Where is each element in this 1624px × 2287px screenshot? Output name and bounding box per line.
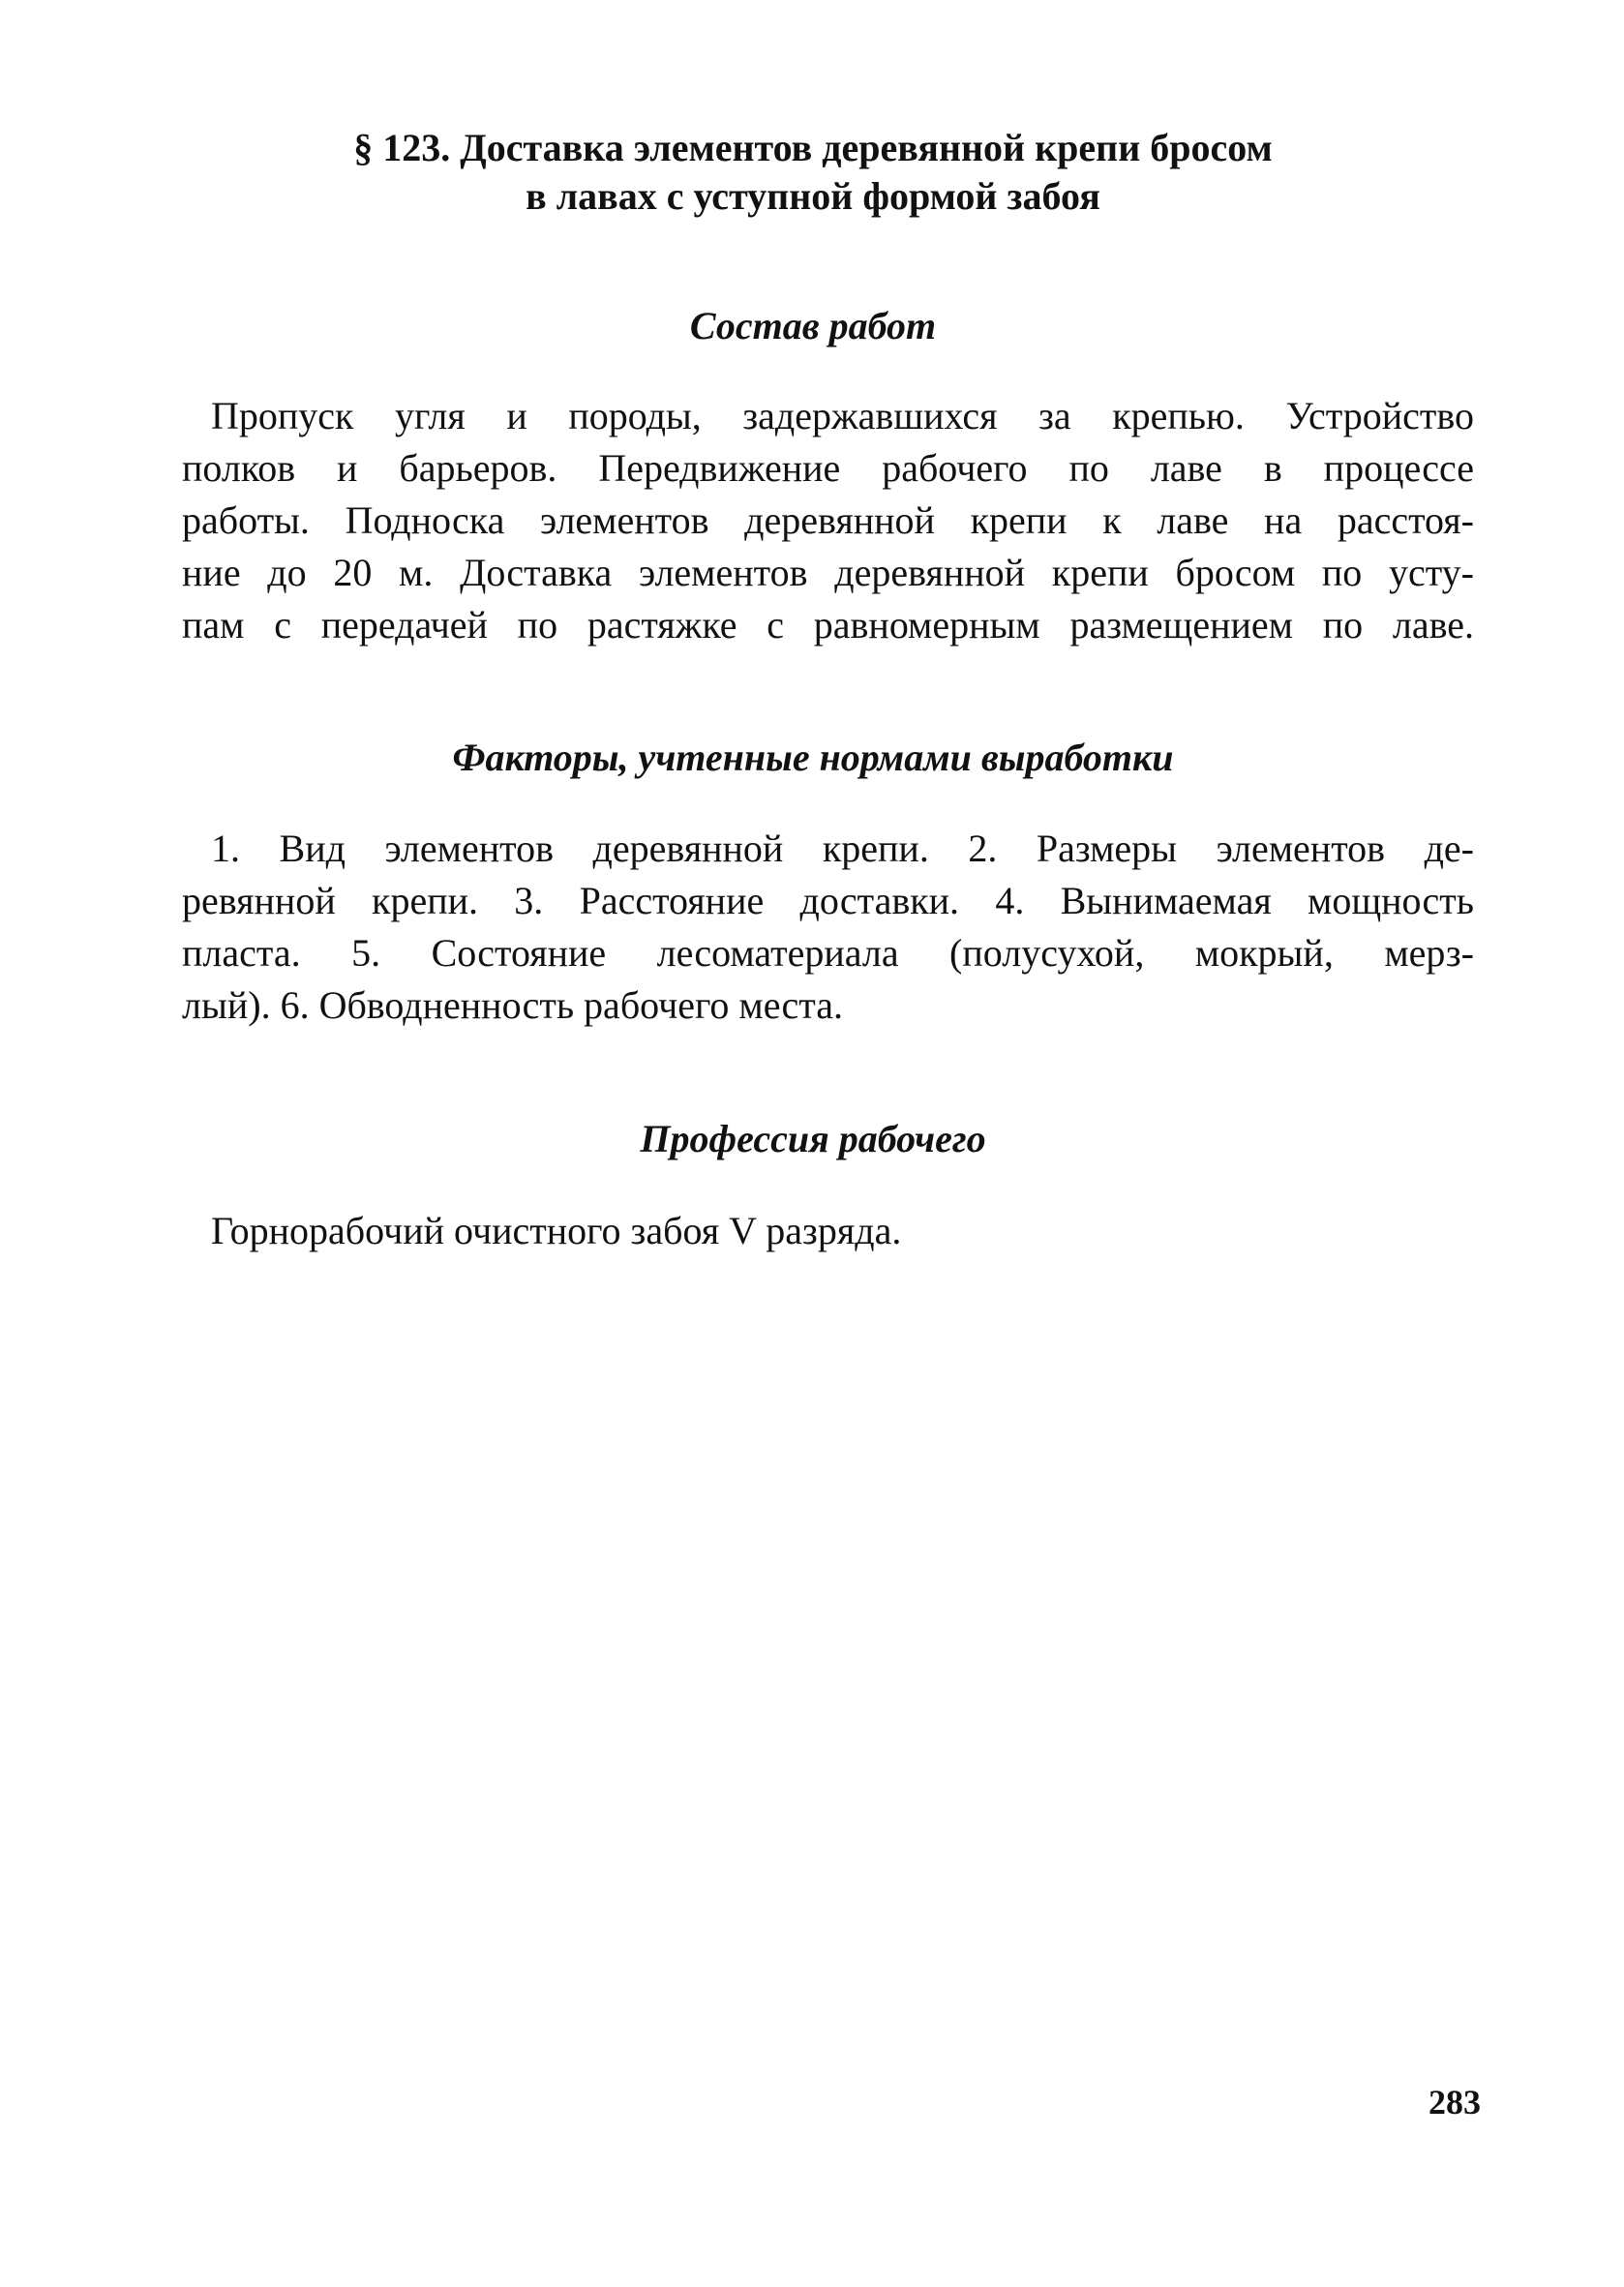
page-number: 283 bbox=[1429, 2083, 1481, 2121]
profession-paragraph bbox=[182, 1205, 1474, 1257]
factors-paragraph bbox=[182, 823, 1474, 1032]
composition-paragraph bbox=[182, 390, 1474, 651]
paragraph-line: Пропуск угля и породы, задержавшихся за крепью. Устройство bbox=[211, 394, 1474, 437]
composition-heading: Состав работ bbox=[689, 304, 937, 347]
paragraph-line: ревянной крепи. 3. Расстояние доставки. 4. Вынимаемая мощность bbox=[182, 879, 1474, 922]
paragraph-line: пам с передачей по растяжке с равномерным размещением по лаве. bbox=[182, 603, 1474, 647]
paragraph-line: 1. Вид элементов деревянной крепи. 2. Размеры элементов де- bbox=[211, 827, 1474, 870]
section-title-line-1: § 123. Доставка элементов деревянной крепи бросом bbox=[353, 126, 1273, 169]
paragraph-line: пласта. 5. Состояние лесоматериала (полусухой, мокрый, мерз- bbox=[182, 931, 1474, 975]
section-title-line-2: в лавах с уступной формой забоя bbox=[526, 174, 1100, 218]
paragraph-line: лый). 6. Обводненность рабочего места. bbox=[182, 983, 843, 1027]
profession-heading: Профессия рабочего bbox=[640, 1117, 986, 1160]
paragraph-line: ние до 20 м. Доставка элементов деревянной крепи бросом по усту- bbox=[182, 551, 1474, 594]
section-title bbox=[174, 124, 1452, 221]
factors-heading: Факторы, учтенные нормами выработки bbox=[452, 736, 1174, 779]
paragraph-line: работы. Подноска элементов деревянной крепи к лаве на расстоя- bbox=[182, 498, 1474, 542]
paragraph-line: полков и барьеров. Передвижение рабочего по лаве в процессе bbox=[182, 446, 1474, 490]
paragraph-line: Горнорабочий очистного забоя V разряда. bbox=[211, 1209, 902, 1252]
